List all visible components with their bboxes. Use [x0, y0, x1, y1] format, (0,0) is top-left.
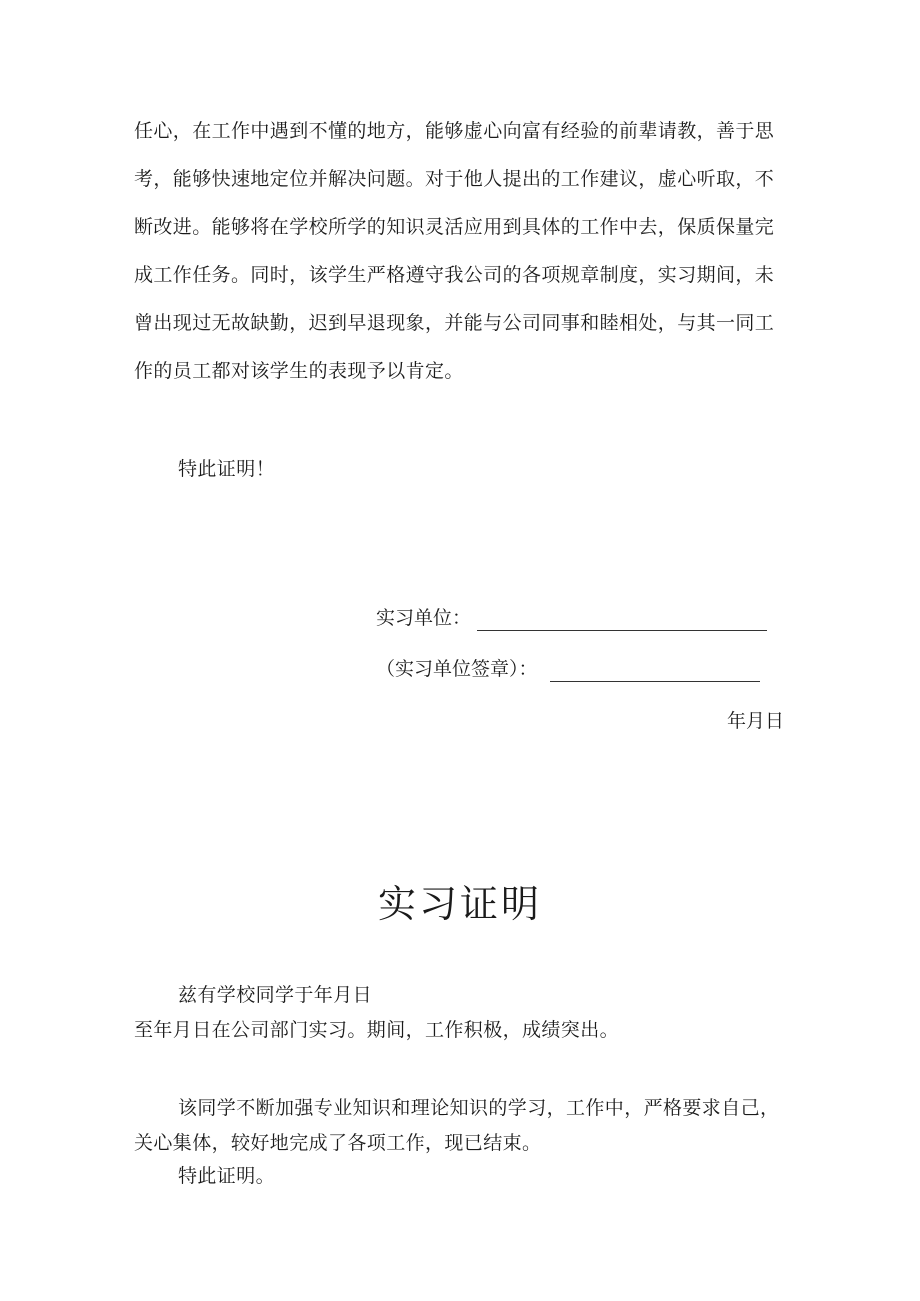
body-line-4: 成工作任务。同时，该学生严格遵守我公司的各项规章制度，实习期间，未 — [134, 264, 775, 286]
internship-unit-row — [376, 605, 767, 631]
body-line-2: 考，能够快速地定位并解决问题。对于他人提出的工作建议，虚心听取，不 — [134, 168, 775, 190]
internship-unit-line — [477, 612, 767, 631]
document-title: 实习证明 — [377, 882, 542, 926]
internship-unit-label: 实习单位： — [376, 607, 472, 629]
unit-seal-row — [376, 656, 760, 682]
body-line-5: 曾出现过无故缺勤，迟到早退现象，并能与公司同事和睦相处，与其一同工 — [134, 312, 775, 334]
unit-seal-label: （实习单位签章）： — [376, 658, 538, 680]
intro-line-2: 至年月日在公司部门实习。期间，工作积极，成绩突出。 — [134, 1019, 620, 1041]
closing-statement-2: 特此证明。 — [178, 1165, 276, 1187]
evaluation-line-2: 关心集体，较好地完成了各项工作，现已结束。 — [134, 1132, 542, 1154]
date-line: 年月日 — [727, 710, 785, 732]
body-line-6: 作的员工都对该学生的表现予以肯定。 — [134, 360, 464, 382]
intro-line-1: 兹有学校同学于年月日 — [178, 984, 373, 1006]
body-line-3: 断改进。能够将在学校所学的知识灵活应用到具体的工作中去，保质保量完 — [134, 216, 775, 238]
closing-statement: 特此证明！ — [178, 458, 276, 480]
body-line-1: 任心，在工作中遇到不懂的地方，能够虚心向富有经验的前辈请教，善于思 — [134, 120, 775, 142]
evaluation-line-1: 该同学不断加强专业知识和理论知识的学习，工作中，严格要求自己， — [178, 1097, 780, 1119]
unit-seal-line — [550, 663, 760, 682]
